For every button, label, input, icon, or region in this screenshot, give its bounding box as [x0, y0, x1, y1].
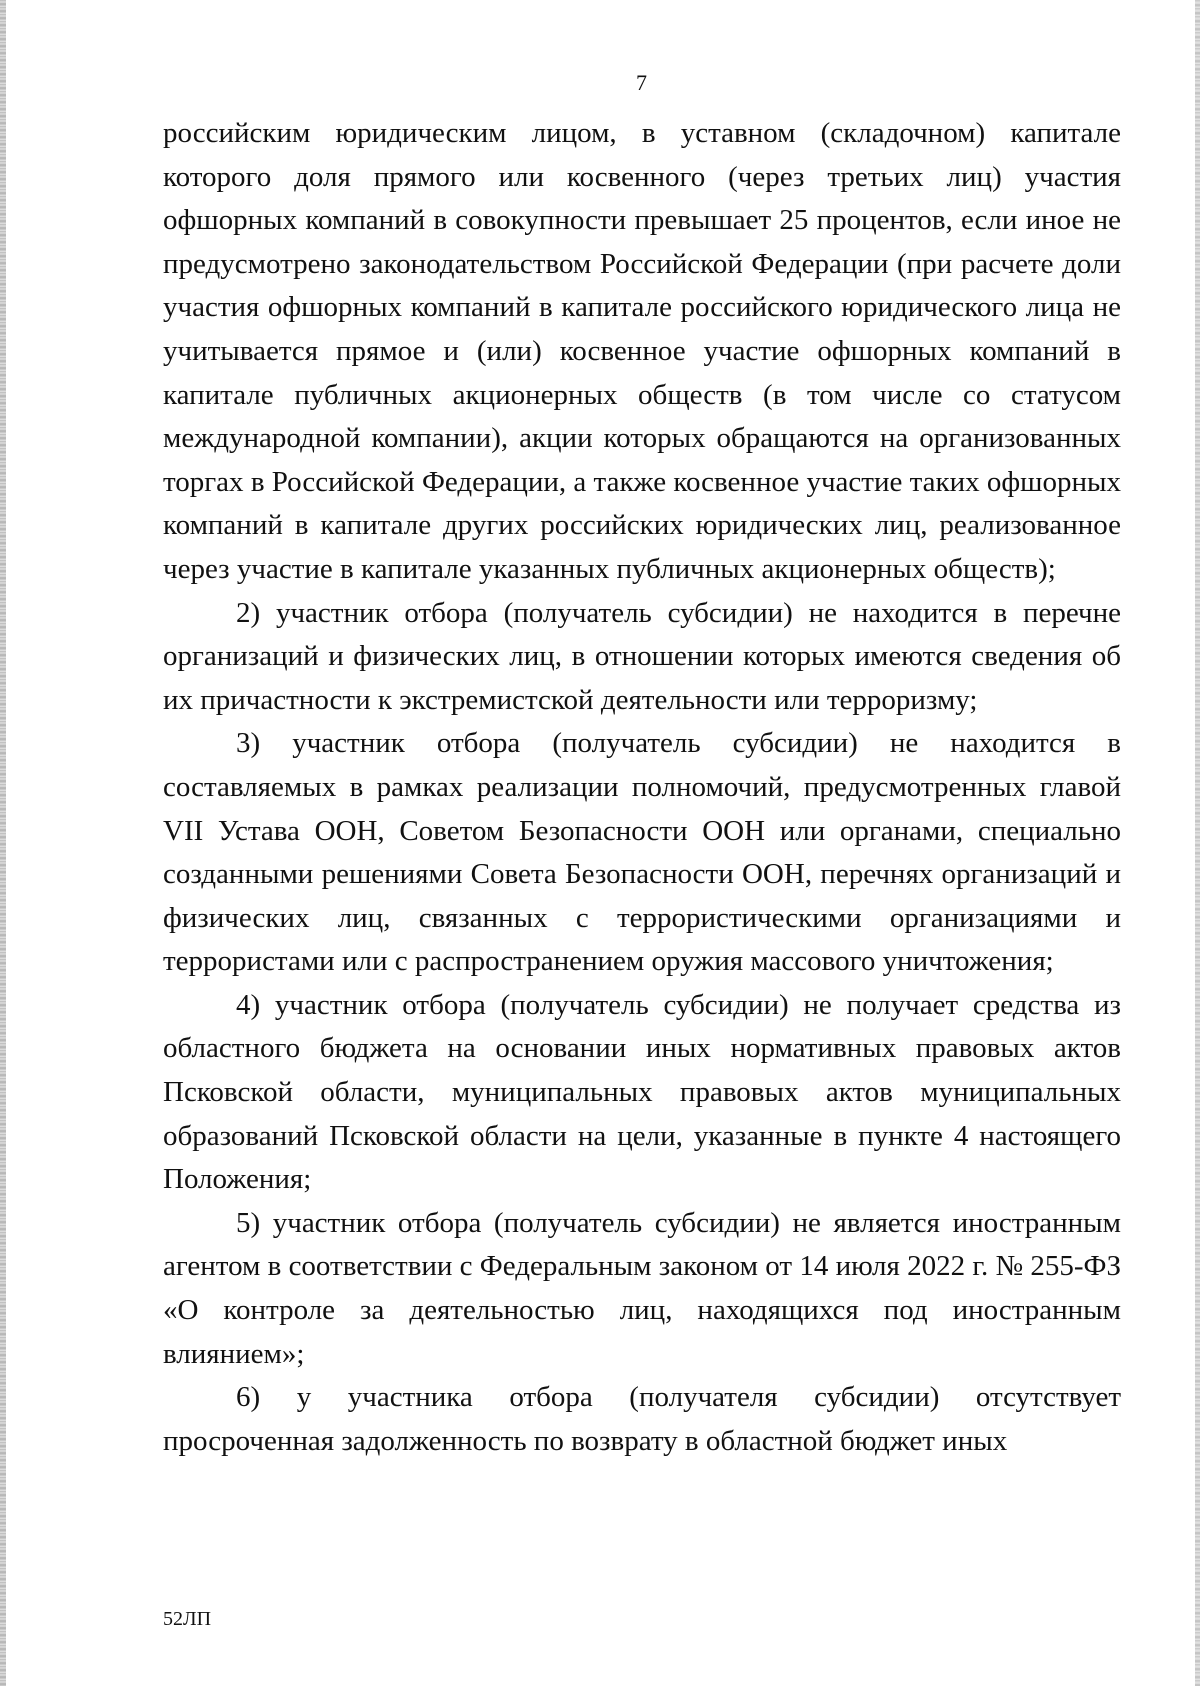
scan-edge-left: [0, 0, 6, 1686]
paragraph-item-3: 3) участник отбора (получатель субсидии) не находится в составляемых в рамках реализации полномочий, предусмотренных главой VII Устава ООН, Советом Безопасности ООН или органами, специально созданными решениями Совета Безопасности ООН, перечнях организаций и физических лиц, связанных с террористическими организациями и террористами или с распространением оружия массового уничтожения;: [163, 727, 1121, 978]
document-body: [163, 112, 1121, 1463]
paragraph-item-5: 5) участник отбора (получатель субсидии) не является иностранным агентом в соответствии с Федеральным законом от 14 июля 2022 г. № 255-ФЗ «О контроле за деятельностью лиц, находящихся под иностранным влиянием»;: [163, 1206, 1121, 1370]
paragraph-item-4: 4) участник отбора (получатель субсидии) не получает средства из областного бюджета на основании иных нормативных правовых актов Псковской области, муниципальных правовых актов муниципальных образований Псковской области на цели, указанные в пункте 4 настоящего Положения;: [163, 988, 1121, 1196]
paragraph-item-6: 6) у участника отбора (получателя субсидии) отсутствует просроченная задолженность по возврату в областной бюджет иных: [163, 1381, 1121, 1457]
page-number: 7: [636, 70, 647, 95]
scan-edge-right: [1195, 0, 1200, 1686]
paragraph-item-2: 2) участник отбора (получатель субсидии) не находится в перечне организаций и физических лиц, в отношении которых имеются сведения об их причастности к экстремистской деятельности или терроризму;: [163, 596, 1121, 716]
paragraph-1-continuation: российским юридическим лицом, в уставном (складочном) капитале которого доля прямого или косвенного (через третьих лиц) участия офшорных компаний в совокупности превышает 25 процентов, если иное не предусмотрено законодательством Российской Федерации (при расчете доли участия офшорных компаний в капитале российского юридического лица не учитывается прямое и (или) косвенное участие офшорных компаний в капитале публичных акционерных обществ (в том числе со статусом международной компании), акции которых обращаются на организованных торгах в Российской Федерации, а также косвенное участие таких офшорных компаний в капитале других российских юридических лиц, реализованное через участие в капитале указанных публичных акционерных обществ);: [163, 117, 1121, 585]
footer-document-code: 52ЛП: [163, 1608, 212, 1630]
